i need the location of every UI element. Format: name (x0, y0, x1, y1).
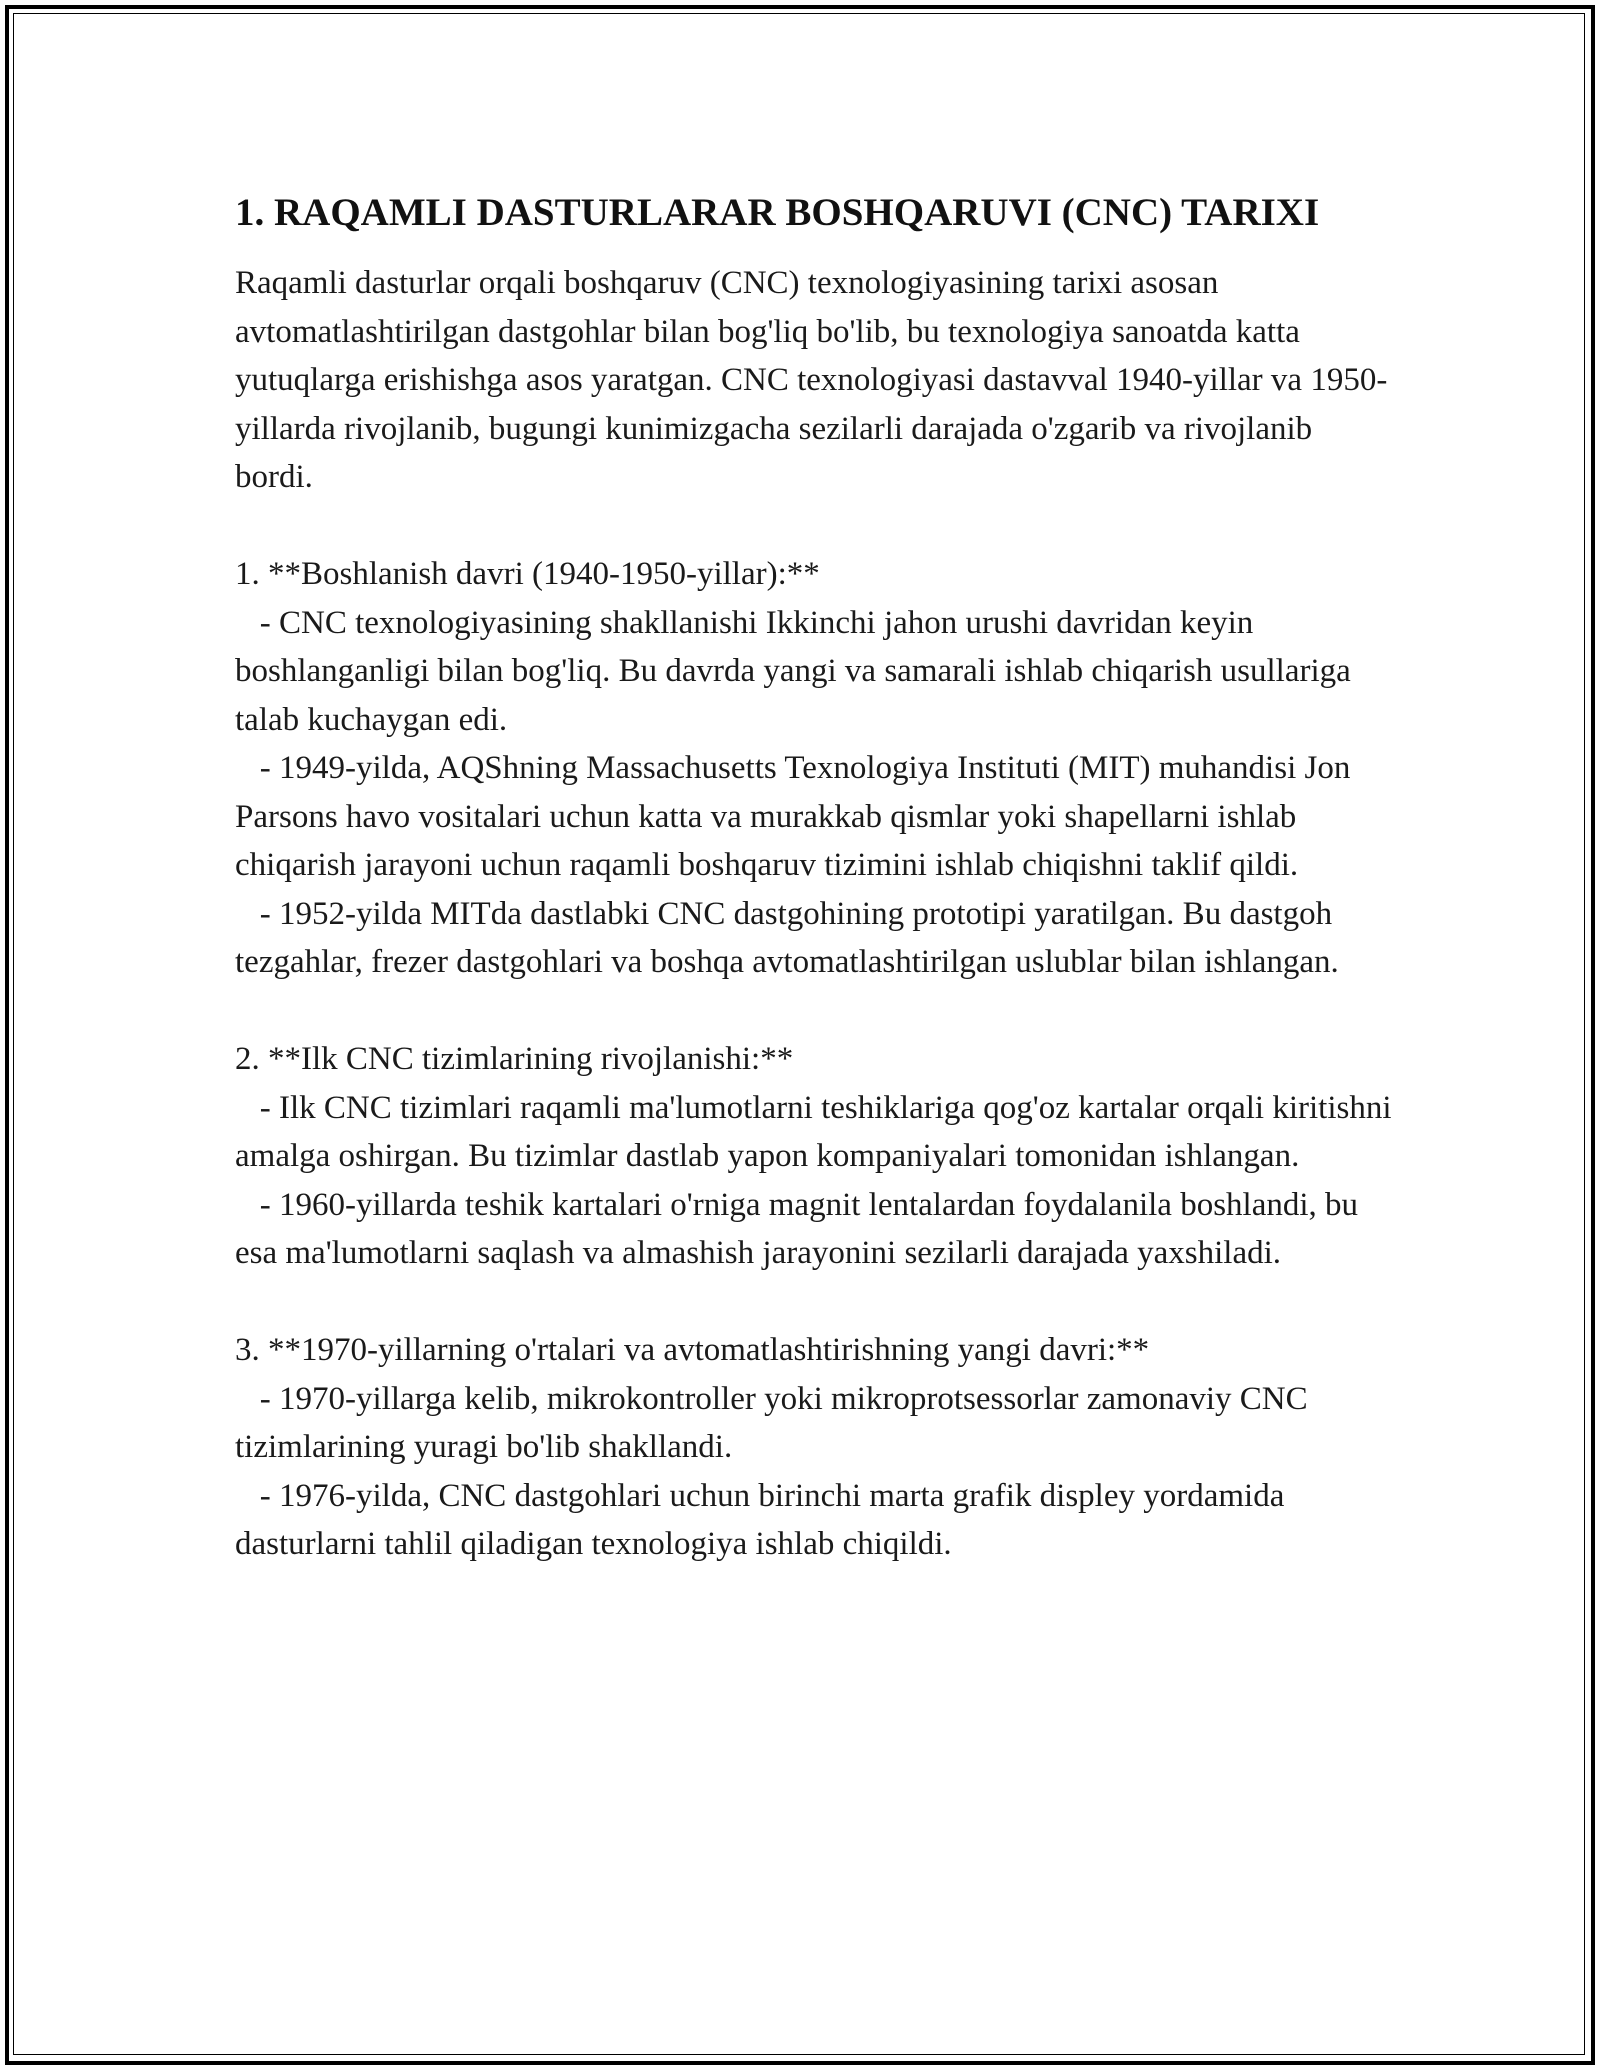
section-heading: 3. **1970-yillarning o'rtalari va avtomatlashtirishning yangi davri:** (235, 1332, 1150, 1368)
paragraph-gap (235, 987, 1395, 1036)
section-3 (235, 1326, 1395, 1569)
section-2 (235, 1035, 1400, 1278)
list-item: - 1960-yillarda teshik kartalari o'rniga magnit lentalardan foydalanila boshlandi, bu esa ma'lumotlarni saqlash va almashish jarayonini sezilarli darajada yaxshiladi. (235, 1186, 1367, 1271)
paragraph-gap (235, 502, 1395, 551)
list-item: - 1976-yilda, CNC dastgohlari uchun birinchi marta grafik displey yordamida dasturlarni tahlil qiladigan texnologiya ishlab chiqildi. (235, 1477, 1293, 1562)
section-heading: 2. **Ilk CNC tizimlarining rivojlanishi:** (235, 1041, 794, 1077)
section-1 (235, 550, 1395, 987)
intro-paragraph: Raqamli dasturlar orqali boshqaruv (CNC) texnologiyasining tarixi asosan avtomatlashtirilgan dastgohlar bilan bog'liq bo'lib, bu texnologiya sanoatda katta yutuqlarga erishishga asos yaratgan. CNC texnologiyasi dastavval 1940-yillar va 1950-yillarda rivojlanib, bugungi kunimizgacha sezilarli darajada o'zgarib va rivojlanib bordi. (235, 265, 1388, 495)
list-item: - 1949-yilda, AQShning Massachusetts Texnologiya Instituti (MIT) muhandisi Jon Parsons havo vositalari uchun katta va murakkab qismlar yoki shapellarni ishlab chiqarish jarayoni uchun raqamli boshqaruv tizimini ishlab chiqishni taklif qildi. (235, 750, 1359, 883)
list-item: - 1952-yilda MITda dastlabki CNC dastgohining prototipi yaratilgan. Bu dastgoh tezgahlar, frezer dastgohlari va boshqa avtomatlashtirilgan uslublar bilan ishlangan. (235, 895, 1341, 980)
list-item: - 1970-yillarga kelib, mikrokontroller yoki mikroprotsessorlar zamonaviy CNC tizimlarining yuragi bo'lib shakllandi. (235, 1380, 1316, 1465)
list-item: - CNC texnologiyasining shakllanishi Ikkinchi jahon urushi davridan keyin boshlanganligi bilan bog'liq. Bu davrda yangi va samarali ishlab chiqarish usullariga talab kuchaygan edi. (235, 604, 1360, 738)
section-heading: 1. **Boshlanish davri (1940-1950-yillar):** (235, 556, 820, 592)
document-body (235, 185, 1400, 1569)
document-title: 1. RAQAMLI DASTURLARAR BOSHQARUVI (CNC) TARIXI (235, 191, 1320, 234)
paragraph-gap (235, 1278, 1395, 1327)
list-item: - Ilk CNC tizimlari raqamli ma'lumotlarni teshiklariga qog'oz kartalar orqali kiritishni amalga oshirgan. Bu tizimlar dastlab yapon kompaniyalari tomonidan ishlangan. (235, 1089, 1400, 1174)
